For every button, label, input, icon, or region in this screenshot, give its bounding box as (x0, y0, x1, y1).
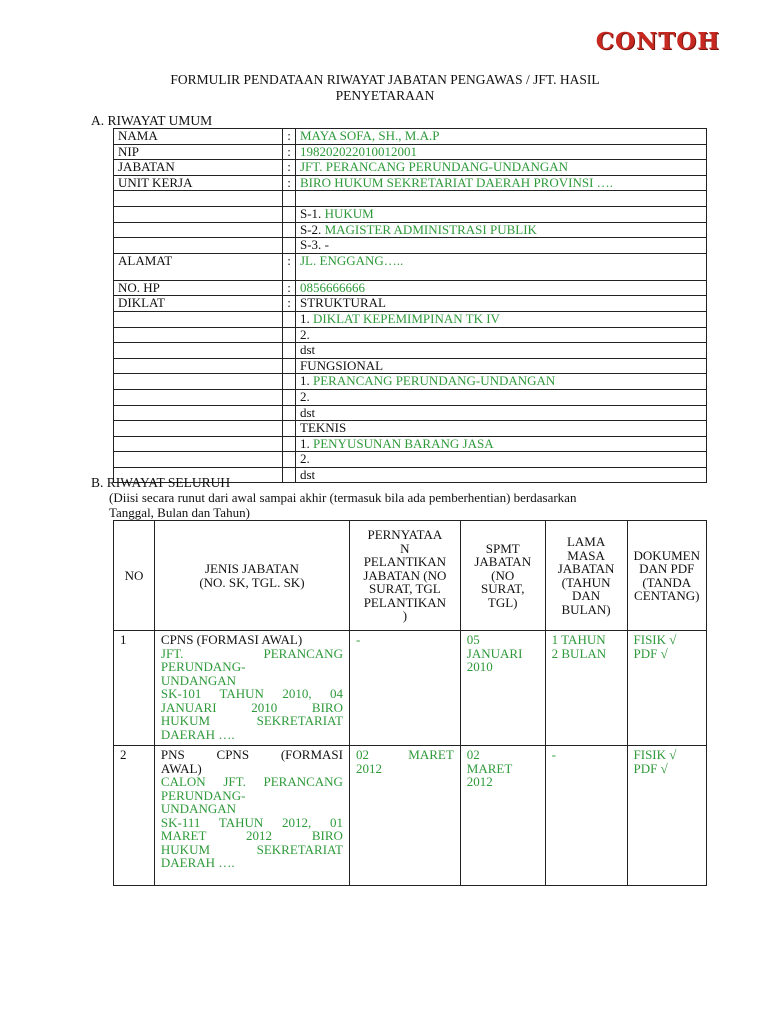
form-title-line2: PENYETARAAN (335, 88, 435, 103)
row-label: NAMA (114, 129, 283, 145)
row-label (114, 358, 283, 374)
row-colon (283, 222, 296, 238)
cell-line: AWAL) (160, 760, 202, 776)
row-colon: : (283, 129, 296, 145)
row-colon (283, 327, 296, 343)
row-value-cell (296, 191, 707, 207)
cell-line: UNDANGAN (160, 801, 237, 816)
cell-line: MARET (466, 760, 513, 776)
row-colon (283, 389, 296, 405)
cell-line: - (551, 747, 556, 762)
section-b-heading: B. RIWAYAT SELURUH (91, 475, 231, 490)
cell-jenis-jabatan (154, 746, 349, 886)
cell-line: FISIK √ (633, 747, 677, 762)
row-value: MAGISTER ADMINISTRASI PUBLIK (324, 221, 537, 237)
table-row (114, 144, 707, 160)
row-value-cell (296, 421, 707, 437)
cell-no (114, 631, 155, 746)
row-value-cell (296, 405, 707, 421)
row-value-cell (296, 280, 707, 296)
row-colon: : (283, 160, 296, 176)
cell-lama-masa (545, 746, 627, 886)
cell-line: PDF √ (633, 645, 668, 661)
table-row (114, 280, 707, 296)
row-colon (283, 206, 296, 222)
cell-line: HUKUM SEKRETARIAT (160, 713, 343, 728)
cell-no (114, 746, 155, 886)
row-label: NO. HP (114, 280, 283, 296)
cell-line: 2010 (466, 659, 493, 674)
row-colon (283, 452, 296, 468)
header-jenis-jabatan: JENIS JABATAN (NO. SK, TGL. SK) (154, 521, 349, 631)
table-row (114, 206, 707, 222)
table-row (114, 405, 707, 421)
table-row (114, 253, 707, 280)
form-title (120, 72, 650, 104)
row-value-cell (296, 175, 707, 191)
table-row (114, 175, 707, 191)
row-prefix: 1. (300, 435, 313, 451)
row-value: 0856666666 (300, 279, 365, 295)
row-value-cell (296, 253, 707, 280)
row-prefix: dst (300, 342, 316, 358)
table-row (114, 238, 707, 254)
row-value: STRUKTURAL (300, 295, 386, 311)
cell-line: 05 (466, 632, 480, 647)
cell-line: FISIK √ (633, 632, 677, 647)
form-title-line1: FORMULIR PENDATAAN RIWAYAT JABATAN PENGAWAS / JFT. HASIL (170, 72, 600, 87)
row-label (114, 436, 283, 452)
row-label (114, 421, 283, 437)
row-value: BIRO HUKUM SEKRETARIAT DAERAH PROVINSI …. (300, 174, 613, 190)
row-label: DIKLAT (114, 296, 283, 312)
header-dokumen: DOKUMEN DAN PDF (TANDA CENTANG) (627, 521, 706, 631)
section-a-heading: A. RIWAYAT UMUM (91, 113, 213, 128)
row-value-cell (296, 296, 707, 312)
row-value-cell (296, 222, 707, 238)
cell-line: PERUNDANG- (160, 787, 246, 803)
row-prefix: 2. (300, 326, 310, 342)
row-prefix: 1. (300, 310, 313, 326)
row-value: TEKNIS (300, 420, 347, 436)
cell-line: DAERAH …. (160, 726, 235, 742)
table-row (114, 311, 707, 327)
header-spmt: SPMT JABATAN (NO SURAT, TGL) (460, 521, 545, 631)
row-value: - (324, 237, 329, 253)
row-label: ALAMAT (114, 253, 283, 280)
row-value: MAYA SOFA, SH., M.A.P (300, 128, 440, 143)
cell-line: 2 BULAN (551, 645, 607, 661)
row-value-cell (296, 206, 707, 222)
table-row (114, 374, 707, 390)
cell-spmt (460, 746, 545, 886)
cell-line: 02 MARET (355, 747, 454, 762)
row-value-cell (296, 327, 707, 343)
section-b-note: (Diisi secara runut dari awal sampai akhir (termasuk bila ada pemberhentian) berdasarkan (109, 490, 577, 505)
row-label (114, 206, 283, 222)
row-label: UNIT KERJA (114, 175, 283, 191)
cell-jenis-jabatan (154, 631, 349, 746)
row-prefix: S-3. (300, 237, 325, 253)
row-prefix: dst (300, 404, 316, 420)
cell-dokumen (627, 631, 706, 746)
row-value-cell (296, 144, 707, 160)
row-colon (283, 374, 296, 390)
table-row (114, 343, 707, 359)
cell-line: DAERAH …. (160, 855, 235, 870)
row-label (114, 405, 283, 421)
header-pernyataan: PERNYATAA N PELANTIKAN JABATAN (NO SURAT, TGL PELANTIKAN ) (349, 521, 460, 631)
cell-line: - (355, 632, 361, 647)
row-value-cell (296, 238, 707, 254)
row-value-cell (296, 358, 707, 374)
section-b-note-2: Tanggal, Bulan dan Tahun) (109, 505, 250, 520)
cell-pernyataan (349, 631, 460, 746)
row-value-cell (296, 374, 707, 390)
cell-line: JANUARI (466, 645, 523, 661)
row-value-cell (296, 129, 707, 145)
row-value-cell (296, 311, 707, 327)
row-label (114, 389, 283, 405)
cell-line: MARET 2012 BIRO (160, 828, 343, 843)
row-label (114, 327, 283, 343)
row-label (114, 452, 283, 468)
row-prefix: S-1. (300, 205, 325, 221)
riwayat-umum-table (113, 128, 707, 483)
row-value-cell (296, 452, 707, 468)
table-row (114, 160, 707, 176)
row-prefix: 2. (300, 451, 310, 467)
row-label: NIP (114, 144, 283, 160)
row-prefix: dst (300, 466, 316, 482)
row-colon: : (283, 253, 296, 280)
row-label (114, 191, 283, 207)
row-value: FUNGSIONAL (300, 357, 384, 373)
table-row (114, 327, 707, 343)
row-value: JFT. PERANCANG PERUNDANG-UNDANGAN (300, 159, 569, 175)
row-label (114, 343, 283, 359)
row-colon: : (283, 175, 296, 191)
table-row (114, 222, 707, 238)
cell-line: JFT. PERANCANG (160, 645, 343, 661)
row-value: JL. ENGGANG….. (300, 252, 404, 268)
row-colon: : (283, 280, 296, 296)
row-colon: : (283, 296, 296, 312)
row-colon (283, 436, 296, 452)
contoh-stamp: CONTOH (595, 28, 720, 55)
header-no: NO (114, 521, 155, 631)
cell-line: JANUARI 2010 BIRO (160, 699, 343, 715)
row-prefix: 1. (300, 373, 313, 389)
row-value: PERANCANG PERUNDANG-UNDANGAN (313, 373, 556, 389)
row-value: 198202022010012001 (300, 143, 417, 159)
cell-line: CPNS (FORMASI AWAL) (160, 632, 303, 647)
table-row (114, 631, 707, 746)
row-value-cell (296, 436, 707, 452)
row-value: HUKUM (324, 205, 374, 221)
table-row (114, 746, 707, 886)
cell-spmt (460, 631, 545, 746)
row-value-cell (296, 343, 707, 359)
row-prefix: 2. (300, 388, 310, 404)
row-label (114, 238, 283, 254)
table-row (114, 129, 707, 145)
cell-line: SK-111 TAHUN 2012, 01 (160, 814, 343, 830)
cell-line: 02 (466, 747, 480, 762)
row-colon (283, 311, 296, 327)
cell-line: UNDANGAN (160, 672, 237, 688)
header-lama-masa: LAMA MASA JABATAN (TAHUN DAN BULAN) (545, 521, 627, 631)
table-row (114, 191, 707, 207)
table-header-row (114, 521, 707, 631)
cell-pernyataan (349, 746, 460, 886)
table-row (114, 296, 707, 312)
riwayat-seluruh-table (113, 520, 707, 886)
cell-line: SK-101 TAHUN 2010, 04 (160, 686, 343, 701)
row-label (114, 311, 283, 327)
row-label (114, 222, 283, 238)
row-colon: : (283, 144, 296, 160)
cell-line: 2012 (355, 760, 382, 776)
cell-lama-masa (545, 631, 627, 746)
row-colon (283, 238, 296, 254)
cell-line: PERUNDANG- (160, 659, 246, 674)
cell-line: 1 (120, 632, 127, 647)
table-row (114, 436, 707, 452)
row-colon (283, 358, 296, 374)
row-label (114, 374, 283, 390)
cell-line: 2 (120, 747, 127, 762)
row-colon (283, 343, 296, 359)
row-colon (283, 191, 296, 207)
table-row (114, 389, 707, 405)
row-prefix: S-2. (300, 221, 325, 237)
cell-line: PDF √ (633, 760, 668, 776)
cell-line: HUKUM SEKRETARIAT (160, 841, 343, 857)
cell-line: 2012 (466, 774, 493, 789)
table-row (114, 358, 707, 374)
row-colon (283, 421, 296, 437)
row-label: JABATAN (114, 160, 283, 176)
row-value: DIKLAT KEPEMIMPINAN TK IV (313, 310, 500, 326)
cell-line: 1 TAHUN (551, 632, 606, 647)
row-value-cell (296, 160, 707, 176)
row-colon (283, 467, 296, 483)
cell-dokumen (627, 746, 706, 886)
row-value-cell (296, 389, 707, 405)
cell-line: CALON JFT. PERANCANG (160, 774, 343, 789)
table-row (114, 421, 707, 437)
row-colon (283, 405, 296, 421)
table-row (114, 452, 707, 468)
row-value-cell (296, 467, 707, 483)
cell-line: PNS CPNS (FORMASI (160, 747, 343, 762)
row-value: PENYUSUNAN BARANG JASA (313, 435, 494, 451)
